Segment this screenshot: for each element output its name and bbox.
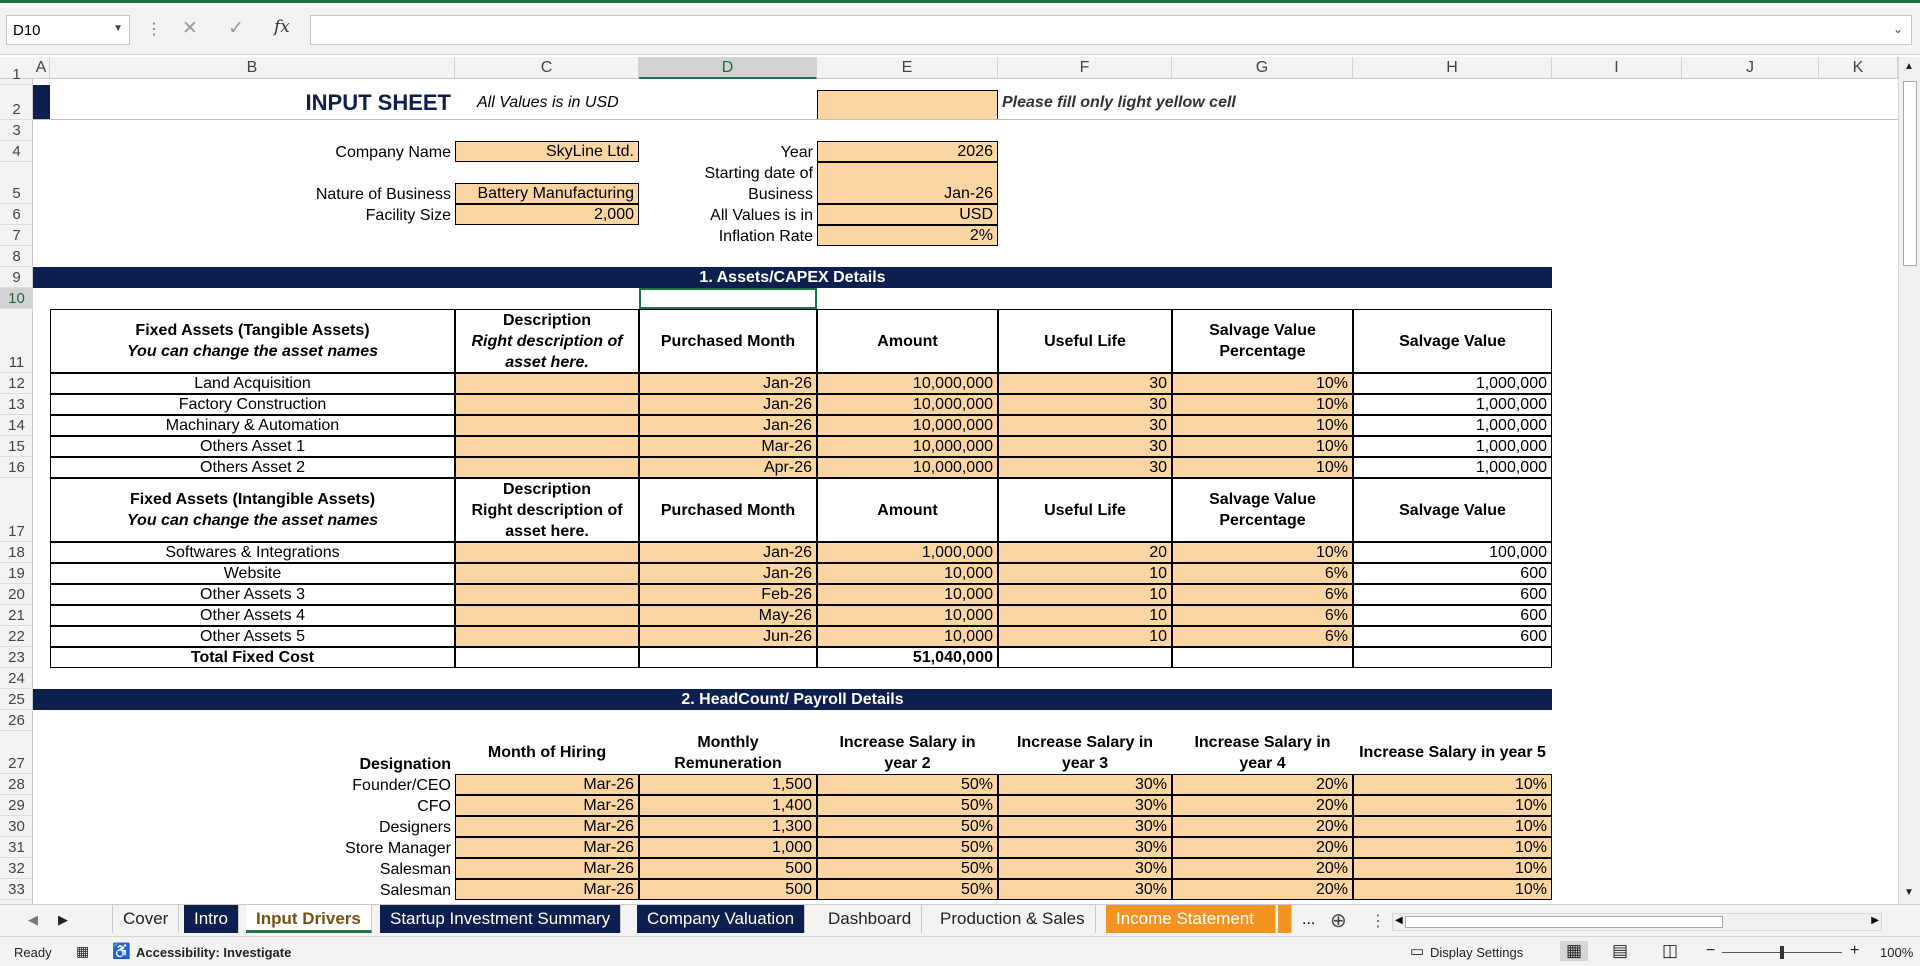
intangible-desc-header-title: Description [502, 480, 591, 498]
horizontal-scrollbar[interactable] [1392, 913, 1882, 931]
row-header[interactable]: 30 [0, 816, 33, 837]
start-date-label-line2: Business [748, 186, 813, 203]
display-settings-icon[interactable]: ▭ [1410, 943, 1425, 960]
more-sheets-button[interactable]: ... [1302, 911, 1316, 928]
row-header[interactable]: 21 [0, 605, 33, 626]
row-header[interactable]: 28 [0, 774, 33, 795]
tab-company-valuation[interactable]: Company Valuation [637, 905, 805, 933]
asset-description[interactable] [455, 394, 639, 415]
designation[interactable]: Store Manager [345, 840, 451, 857]
row-headers [0, 79, 33, 904]
page-break-preview-icon[interactable]: ◫ [1662, 941, 1679, 960]
intangible-desc-header-subtitle: Right description of asset here. [471, 501, 623, 540]
display-settings-button[interactable]: Display Settings [1430, 945, 1524, 960]
name-box[interactable] [6, 15, 130, 45]
accessibility-status[interactable]: Accessibility: Investigate [136, 945, 292, 960]
asset-salvage: 1,000,000 [1353, 373, 1552, 394]
row-header[interactable]: 22 [0, 626, 33, 647]
remuneration[interactable]: 1,300 [639, 816, 817, 837]
asset-amount[interactable]: 10,000 [817, 605, 998, 626]
scroll-right-icon[interactable]: ▶ [1871, 915, 1879, 926]
tab-intro[interactable]: Intro [184, 905, 239, 933]
increase-y2[interactable]: 50% [817, 795, 998, 816]
column-header-f[interactable]: F [998, 57, 1172, 79]
column-header-k[interactable]: K [1819, 57, 1898, 79]
tangible-salvage-pct-header: Salvage Value Percentage [1172, 309, 1353, 373]
selected-cell-d10[interactable] [639, 288, 817, 309]
asset-name[interactable]: Factory Construction [50, 394, 455, 415]
asset-salvage-pct[interactable]: 6% [1172, 584, 1353, 605]
total-empty-cell [1172, 647, 1353, 668]
row-header[interactable]: 20 [0, 584, 33, 605]
increase-y2[interactable]: 50% [817, 858, 998, 879]
tab-dashboard[interactable]: Dashboard [818, 905, 922, 933]
increase-y3[interactable]: 30% [998, 816, 1172, 837]
currency-input[interactable]: USD [817, 204, 998, 225]
asset-salvage-pct[interactable]: 10% [1172, 415, 1353, 436]
asset-salvage-pct[interactable]: 10% [1172, 373, 1353, 394]
more-options-icon[interactable]: ⋮ [146, 21, 162, 38]
hiring-month[interactable]: Mar-26 [455, 795, 639, 816]
enter-icon[interactable]: ✓ [228, 18, 244, 39]
increase-y5[interactable]: 10% [1353, 858, 1552, 879]
intangible-asset-header-title: Fixed Assets (Intangible Assets) [129, 491, 376, 508]
total-empty-cell [639, 647, 817, 668]
asset-salvage: 600 [1353, 563, 1552, 584]
status-bar [0, 936, 1920, 966]
designation-header: Designation [359, 756, 451, 773]
increase-y3-header: Increase Salary in year 3 [1016, 733, 1154, 772]
zoom-in-icon[interactable]: + [1850, 942, 1860, 959]
prev-sheet-icon[interactable]: ◀ [28, 912, 38, 927]
increase-y4[interactable]: 20% [1172, 858, 1353, 879]
asset-description[interactable] [455, 563, 639, 584]
asset-salvage-pct[interactable]: 6% [1172, 626, 1353, 647]
formula-bar [0, 3, 1920, 55]
increase-y2-header: Increase Salary in year 2 [839, 733, 976, 772]
asset-life[interactable]: 10 [998, 605, 1172, 626]
asset-month[interactable]: Mar-26 [639, 436, 817, 457]
row-header[interactable]: 16 [0, 457, 33, 478]
asset-salvage-pct[interactable]: 10% [1172, 542, 1353, 563]
column-header-b[interactable]: B [50, 57, 455, 79]
column-header-j[interactable]: J [1682, 57, 1819, 79]
tangible-life-header: Useful Life [998, 309, 1172, 373]
scroll-down-icon[interactable]: ▼ [1904, 887, 1914, 898]
asset-amount[interactable]: 10,000 [817, 584, 998, 605]
asset-name[interactable]: Machinary & Automation [50, 415, 455, 436]
next-sheet-icon[interactable]: ▶ [58, 912, 68, 927]
intangible-salvage-header: Salvage Value [1353, 478, 1552, 542]
total-fixed-cost-label: Total Fixed Cost [50, 647, 455, 668]
remuneration-header: Monthly Remuneration [674, 733, 782, 772]
asset-month[interactable]: Jan-26 [639, 563, 817, 584]
asset-name[interactable]: Softwares & Integrations [50, 542, 455, 563]
tangible-salvage-header: Salvage Value [1353, 309, 1552, 373]
asset-amount[interactable]: 10,000,000 [817, 457, 998, 478]
row-header[interactable]: 4 [0, 141, 33, 162]
zoom-slider-thumb[interactable] [1780, 946, 1784, 959]
tabs-splitter-icon[interactable]: ⋮ [1370, 913, 1386, 930]
asset-life[interactable]: 30 [998, 394, 1172, 415]
row-header[interactable]: 31 [0, 837, 33, 858]
asset-description[interactable] [455, 542, 639, 563]
asset-description[interactable] [455, 373, 639, 394]
increase-y4[interactable]: 20% [1172, 795, 1353, 816]
normal-view-icon[interactable]: ▦ [1560, 941, 1588, 961]
facility-input[interactable]: 2,000 [455, 204, 639, 225]
increase-y5[interactable]: 10% [1353, 879, 1552, 900]
expand-formula-icon[interactable]: ⌄ [1892, 22, 1903, 36]
row-header[interactable]: 8 [0, 246, 33, 267]
inflation-label: Inflation Rate [718, 228, 813, 245]
intangible-asset-header-subtitle: You can change the asset names [126, 512, 379, 529]
asset-amount[interactable]: 10,000,000 [817, 394, 998, 415]
increase-y5-header: Increase Salary in year 5 [1359, 744, 1546, 761]
company-name-input[interactable]: SkyLine Ltd. [455, 141, 639, 162]
designation[interactable]: Salesman [379, 882, 451, 899]
column-header-c[interactable]: C [455, 57, 639, 79]
increase-y5[interactable]: 10% [1353, 816, 1552, 837]
remuneration[interactable]: 500 [639, 879, 817, 900]
row-header[interactable]: 19 [0, 563, 33, 584]
asset-life[interactable]: 30 [998, 373, 1172, 394]
increase-y3[interactable]: 30% [998, 858, 1172, 879]
row-header[interactable]: 18 [0, 542, 33, 563]
row-header[interactable]: 24 [0, 668, 33, 689]
row-header[interactable]: 3 [0, 120, 33, 141]
increase-y3[interactable]: 30% [998, 879, 1172, 900]
asset-life[interactable]: 10 [998, 563, 1172, 584]
total-fixed-cost-value: 51,040,000 [817, 647, 998, 668]
asset-description[interactable] [455, 626, 639, 647]
designation[interactable]: CFO [417, 798, 451, 815]
column-header-g[interactable]: G [1172, 57, 1353, 79]
tab-income-statement[interactable]: Income Statement [1106, 905, 1276, 933]
intangible-amount-header: Amount [817, 478, 998, 542]
intangible-desc-header [455, 478, 639, 542]
asset-name[interactable]: Website [50, 563, 455, 584]
remuneration[interactable]: 1,500 [639, 774, 817, 795]
asset-month[interactable]: Jan-26 [639, 373, 817, 394]
hiring-month[interactable]: Mar-26 [455, 774, 639, 795]
asset-name[interactable]: Other Assets 3 [50, 584, 455, 605]
row-header[interactable]: 2 [0, 85, 33, 120]
zoom-out-icon[interactable]: − [1706, 942, 1716, 959]
asset-salvage: 600 [1353, 584, 1552, 605]
add-sheet-icon[interactable]: ⊕ [1330, 910, 1347, 932]
page-layout-icon[interactable]: ▤ [1612, 941, 1629, 960]
title-divider [33, 119, 1898, 120]
fill-instruction: Please fill only light yellow cell [1002, 93, 1236, 111]
asset-month[interactable]: Jan-26 [639, 394, 817, 415]
asset-name[interactable]: Other Assets 4 [50, 605, 455, 626]
column-header-e[interactable]: E [817, 57, 998, 79]
row-header[interactable]: 6 [0, 204, 33, 225]
column-header-i[interactable]: I [1552, 57, 1682, 79]
row-header[interactable]: 14 [0, 415, 33, 436]
tangible-asset-header [50, 309, 455, 373]
asset-description[interactable] [455, 436, 639, 457]
chevron-down-icon[interactable]: ▼ [113, 23, 123, 34]
asset-life[interactable]: 30 [998, 457, 1172, 478]
asset-salvage-pct[interactable]: 10% [1172, 436, 1353, 457]
row-header[interactable]: 7 [0, 225, 33, 246]
increase-y3[interactable]: 30% [998, 795, 1172, 816]
asset-life[interactable]: 10 [998, 626, 1172, 647]
tangible-asset-header-title: Fixed Assets (Tangible Assets) [135, 322, 370, 339]
column-header-d[interactable]: D [639, 57, 817, 79]
start-date-label-line1: Starting date of [704, 165, 813, 182]
page-title: INPUT SHEET [305, 89, 451, 115]
asset-salvage: 1,000,000 [1353, 457, 1552, 478]
tangible-desc-header-title: Description [502, 311, 591, 329]
designation[interactable]: Designers [378, 819, 451, 836]
row-header[interactable]: 23 [0, 647, 33, 668]
row-header[interactable]: 32 [0, 858, 33, 879]
asset-month[interactable]: Feb-26 [639, 584, 817, 605]
asset-name[interactable]: Others Asset 1 [50, 436, 455, 457]
year-input[interactable]: 2026 [817, 141, 998, 162]
zoom-level[interactable]: 100% [1880, 945, 1914, 960]
tangible-desc-header [455, 309, 639, 373]
asset-salvage-pct[interactable]: 10% [1172, 457, 1353, 478]
facility-label: Facility Size [365, 207, 451, 224]
column-headers [0, 57, 1898, 79]
cancel-icon[interactable]: ✕ [182, 18, 198, 39]
tab-production-sales[interactable]: Production & Sales [930, 905, 1096, 933]
designation[interactable]: Founder/CEO [352, 777, 451, 794]
total-empty-cell [455, 647, 639, 668]
increase-y5[interactable]: 10% [1353, 837, 1552, 858]
asset-salvage-pct[interactable]: 6% [1172, 605, 1353, 626]
asset-amount[interactable]: 1,000,000 [817, 542, 998, 563]
formula-input[interactable] [310, 15, 1912, 45]
tab-startup-investment-summary[interactable]: Startup Investment Summary [380, 905, 621, 933]
tab-input-drivers[interactable]: Input Drivers [246, 905, 372, 933]
asset-life[interactable]: 30 [998, 436, 1172, 457]
increase-y2[interactable]: 50% [817, 816, 998, 837]
remuneration[interactable]: 1,000 [639, 837, 817, 858]
increase-y4[interactable]: 20% [1172, 774, 1353, 795]
remuneration[interactable]: 500 [639, 858, 817, 879]
row-header[interactable]: 26 [0, 710, 33, 731]
section-banner-payroll: 2. HeadCount/ Payroll Details [33, 689, 1552, 710]
asset-salvage: 1,000,000 [1353, 415, 1552, 436]
asset-description[interactable] [455, 415, 639, 436]
asset-salvage: 600 [1353, 605, 1552, 626]
row-header[interactable]: 11 [0, 309, 33, 373]
designation[interactable]: Salesman [379, 861, 451, 878]
asset-description[interactable] [455, 457, 639, 478]
sheet-tabs-bar [0, 904, 1920, 936]
increase-y2[interactable]: 50% [817, 879, 998, 900]
spreadsheet-grid[interactable] [33, 79, 1898, 904]
increase-y2[interactable]: 50% [817, 837, 998, 858]
tangible-desc-header-subtitle: Right description of asset here. [471, 332, 623, 371]
start-date-input[interactable]: Jan-26 [817, 162, 998, 204]
tab-overflow-sliver[interactable] [1278, 905, 1292, 933]
company-name-label: Company Name [335, 144, 451, 161]
asset-month[interactable]: Jan-26 [639, 415, 817, 436]
hiring-month[interactable]: Mar-26 [455, 879, 639, 900]
increase-y4[interactable]: 20% [1172, 837, 1353, 858]
intangible-life-header: Useful Life [998, 478, 1172, 542]
column-header-a[interactable]: A [33, 57, 50, 79]
asset-name[interactable]: Others Asset 2 [50, 457, 455, 478]
asset-life[interactable]: 20 [998, 542, 1172, 563]
asset-salvage-pct[interactable]: 10% [1172, 394, 1353, 415]
nature-input[interactable]: Battery Manufacturing [455, 183, 639, 204]
asset-amount[interactable]: 10,000,000 [817, 436, 998, 457]
asset-name[interactable]: Other Assets 5 [50, 626, 455, 647]
asset-salvage: 600 [1353, 626, 1552, 647]
row-header[interactable]: 15 [0, 436, 33, 457]
hiring-month-header: Month of Hiring [487, 744, 607, 761]
row-header[interactable]: 5 [0, 162, 33, 204]
row-header[interactable]: 25 [0, 689, 33, 710]
increase-y2[interactable]: 50% [817, 774, 998, 795]
intangible-salvage-pct-header: Salvage Value Percentage [1172, 478, 1353, 542]
column-header-h[interactable]: H [1353, 57, 1552, 79]
intangible-month-header: Purchased Month [639, 478, 817, 542]
hiring-month[interactable]: Mar-26 [455, 816, 639, 837]
asset-salvage-pct[interactable]: 6% [1172, 563, 1353, 584]
horizontal-scroll-thumb[interactable] [1405, 916, 1723, 928]
section-banner-assets: 1. Assets/CAPEX Details [33, 267, 1552, 288]
asset-life[interactable]: 10 [998, 584, 1172, 605]
asset-amount[interactable]: 10,000 [817, 626, 998, 647]
asset-month[interactable]: Jun-26 [639, 626, 817, 647]
inflation-input[interactable]: 2% [817, 225, 998, 246]
increase-y5[interactable]: 10% [1353, 795, 1552, 816]
remuneration[interactable]: 1,400 [639, 795, 817, 816]
tangible-month-header: Purchased Month [639, 309, 817, 373]
name-box-value: D10 [13, 22, 41, 39]
row-header[interactable]: 27 [0, 731, 33, 774]
status-ready: Ready [14, 945, 52, 960]
scroll-left-icon[interactable]: ◀ [1395, 915, 1403, 926]
macro-record-icon[interactable]: ▦ [76, 943, 90, 959]
increase-y5[interactable]: 10% [1353, 774, 1552, 795]
tangible-asset-header-subtitle: You can change the asset names [126, 343, 379, 360]
nature-label: Nature of Business [315, 186, 451, 203]
row-header[interactable]: 12 [0, 373, 33, 394]
intangible-asset-header [50, 478, 455, 542]
asset-amount[interactable]: 10,000,000 [817, 373, 998, 394]
title-marker [33, 85, 50, 120]
row-header[interactable]: 9 [0, 267, 33, 288]
asset-salvage: 1,000,000 [1353, 436, 1552, 457]
asset-month[interactable]: Apr-26 [639, 457, 817, 478]
asset-name[interactable]: Land Acquisition [50, 373, 455, 394]
total-empty-cell [998, 647, 1172, 668]
increase-y4[interactable]: 20% [1172, 816, 1353, 837]
asset-amount[interactable]: 10,000,000 [817, 415, 998, 436]
asset-month[interactable]: May-26 [639, 605, 817, 626]
increase-y4-header: Increase Salary in year 4 [1194, 733, 1331, 772]
values-note: All Values is in USD [477, 93, 619, 111]
total-empty-cell [1353, 647, 1552, 668]
asset-description[interactable] [455, 584, 639, 605]
tangible-amount-header: Amount [817, 309, 998, 373]
tab-cover[interactable]: Cover [112, 905, 179, 933]
scroll-up-icon[interactable]: ▲ [1904, 61, 1914, 72]
increase-y4[interactable]: 20% [1172, 879, 1353, 900]
asset-salvage: 1,000,000 [1353, 394, 1552, 415]
row-header[interactable]: 29 [0, 795, 33, 816]
row-header[interactable]: 33 [0, 879, 33, 900]
hiring-month[interactable]: Mar-26 [455, 837, 639, 858]
increase-y3[interactable]: 30% [998, 774, 1172, 795]
input-cell-e2[interactable] [817, 90, 998, 120]
row-header[interactable]: 10 [0, 288, 33, 309]
vertical-scrollbar[interactable] [1898, 57, 1920, 904]
year-label: Year [780, 144, 813, 161]
insert-function-icon[interactable]: fx [274, 17, 290, 37]
accessibility-icon[interactable]: ♿ [112, 943, 131, 960]
asset-amount[interactable]: 10,000 [817, 563, 998, 584]
asset-month[interactable]: Jan-26 [639, 542, 817, 563]
currency-label: All Values is in [710, 207, 813, 224]
row-header[interactable]: 17 [0, 478, 33, 542]
vertical-scroll-thumb[interactable] [1903, 81, 1917, 266]
increase-y3[interactable]: 30% [998, 837, 1172, 858]
hiring-month[interactable]: Mar-26 [455, 858, 639, 879]
asset-description[interactable] [455, 605, 639, 626]
asset-salvage: 100,000 [1353, 542, 1552, 563]
asset-life[interactable]: 30 [998, 415, 1172, 436]
row-header[interactable]: 13 [0, 394, 33, 415]
